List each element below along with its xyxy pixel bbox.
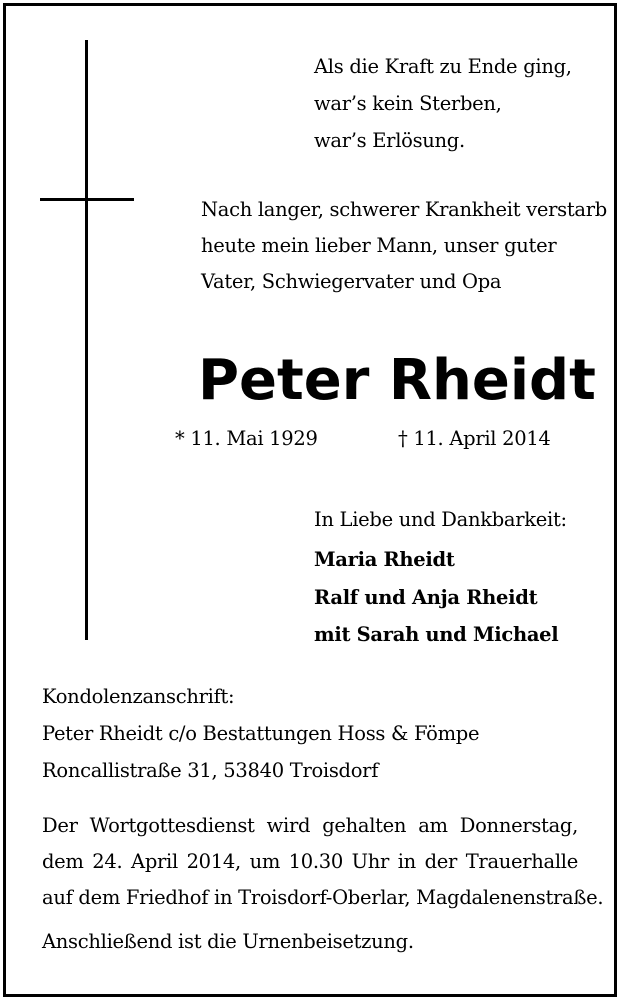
condolence-address: Roncallistraße 31, 53840 Troisdorf <box>42 759 379 782</box>
cross-icon <box>85 40 88 640</box>
mourner-name: Ralf und Anja Rheidt <box>314 586 538 609</box>
mourners-intro: In Liebe und Dankbarkeit: <box>314 508 567 531</box>
service-line: Der Wortgottesdienst wird gehalten am Donnerstag, <box>42 814 578 837</box>
death-date: † 11. April 2014 <box>398 427 551 450</box>
mourner-name: Maria Rheidt <box>314 548 455 571</box>
closing-line: Anschließend ist die Urnenbeisetzung. <box>42 930 414 953</box>
poem-line: war’s kein Sterben, <box>314 92 502 115</box>
intro-line: Nach langer, schwerer Krankheit verstarb <box>201 198 607 221</box>
notice-border <box>3 3 617 997</box>
service-line: dem 24. April 2014, um 10.30 Uhr in der Trauerhalle <box>42 850 578 873</box>
mourner-name: mit Sarah und Michael <box>314 623 559 646</box>
intro-line: heute mein lieber Mann, unser guter <box>201 234 557 257</box>
deceased-name: Peter Rheidt <box>198 348 596 413</box>
condolence-heading: Kondolenzanschrift: <box>42 685 235 708</box>
intro-line: Vater, Schwiegervater und Opa <box>201 270 502 293</box>
cross-icon-bar <box>40 198 134 201</box>
birth-date: * 11. Mai 1929 <box>175 427 318 450</box>
condolence-address: Peter Rheidt c/o Bestattungen Hoss & Fömpe <box>42 722 480 745</box>
service-line: auf dem Friedhof in Troisdorf-Oberlar, Magdalenenstraße. <box>42 886 604 909</box>
poem-line: Als die Kraft zu Ende ging, <box>314 55 572 78</box>
poem-line: war’s Erlösung. <box>314 129 465 152</box>
